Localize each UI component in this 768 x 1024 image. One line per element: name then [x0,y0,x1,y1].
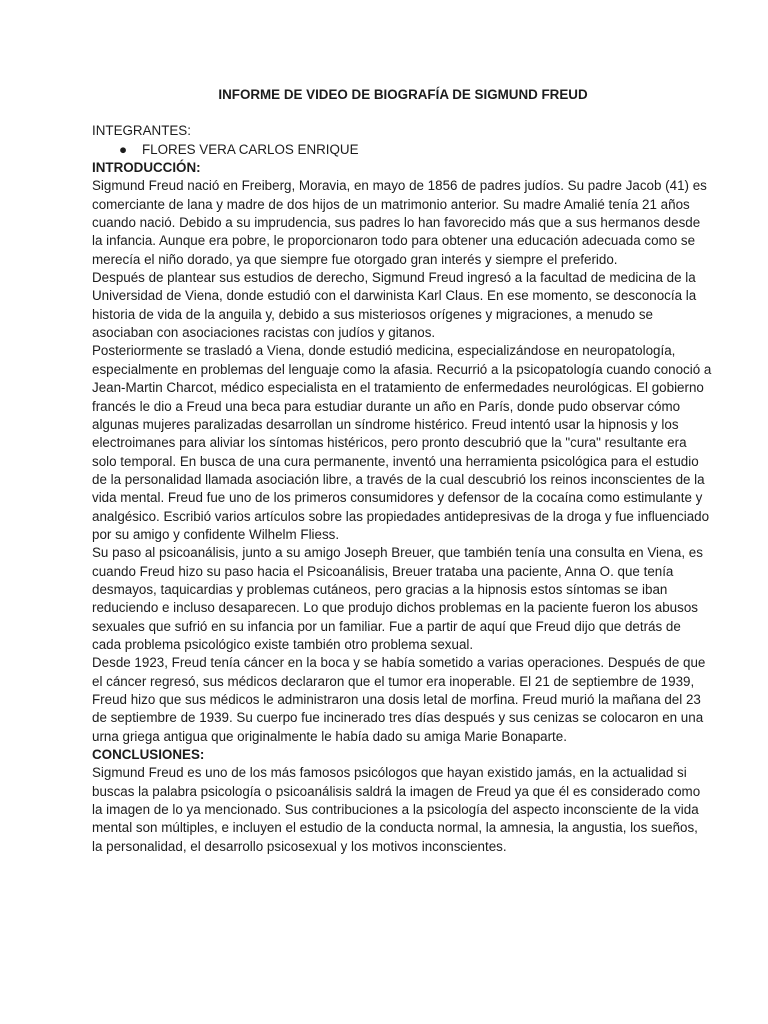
intro-paragraph: Su paso al psicoanálisis, junto a su amigo Joseph Breuer, que también tenía una consulta en Viena, es cuando Freud hizo su paso hacia el Psicoanálisis, Breuer trataba una paciente, Anna O. que tenía desmayos, taquicardias y problemas cutáneos, pero gracias a la hipnosis estos síntomas se iban reduciendo e incluso desaparecen. Lo que produjo dichos problemas en la paciente fueron los abusos sexuales que sufrió en su infancia por un familiar. Fue a partir de aquí que Freud dijo que detrás de cada problema psicológico existe también otro problema sexual. [92,545,703,652]
intro-paragraph: Después de plantear sus estudios de derecho, Sigmund Freud ingresó a la facultad de medicina de la Universidad de Viena, donde estudió con el darwinista Karl Claus. En ese momento, se desconocía la historia de vida de la anguila y, debido a sus misteriosos orígenes y migraciones, a menudo se asociaban con asociaciones racistas con judíos y gitanos. [92,270,697,341]
conclusions-paragraph: Sigmund Freud es uno de los más famosos psicólogos que hayan existido jamás, en la actualidad si buscas la palabra psicología o psicoanálisis saldrá la imagen de Freud ya que él es considerado como la imagen de lo ya mencionado. Sus contribuciones a la psicología del aspecto inconsciente de la vida mental son múltiples, e incluyen el estudio de la conducta normal, la amnesia, la angustia, los sueños, la personalidad, el desarrollo psicosexual y los motivos inconscientes. [92,765,701,854]
conclusions-heading: CONCLUSIONES: [92,747,205,763]
bullet-icon: ● [119,141,128,157]
document-page [92,86,712,856]
intro-paragraph: Posteriormente se trasladó a Viena, donde estudió medicina, especializándose en neuropatología, especialmente en problemas del lenguaje como la afasia. Recurrió a la psicopatología cuando conoció a Jean-Martin Charcot, médico especialista en el tratamiento de enfermedades neurológicas. El gobierno francés le dio a Freud una beca para estudiar durante un año en París, donde pudo observar cómo algunas mujeres paralizadas desarrollan un síndrome histérico. Freud intentó usar la hipnosis y los electroimanes para aliviar los síntomas histéricos, pero pronto descubrió que la "cura" resultante era solo temporal. En busca de una cura permanente, inventó una herramienta psicológica para el estudio de la personalidad llamada asociación libre, a través de la cual descubrió los reinos inconscientes de la vida mental. Freud fue uno de los primeros consumidores y defensor de la cocaína como estimulante y analgésico. Escribió varios artículos sobre las propiedades antidepresivas de la droga y fue influenciado por su amigo y confidente Wilhelm Fliess. [92,343,712,542]
document-title: INFORME DE VIDEO DE BIOGRAFÍA DE SIGMUND FREUD [218,87,588,102]
intro-paragraph: Sigmund Freud nació en Freiberg, Moravia, en mayo de 1856 de padres judíos. Su padre Jacob (41) es comerciante de lana y madre de dos hijos de un matrimonio anterior. Su madre Amalié tenía 21 años cuando nació. Debido a su imprudencia, sus padres lo han favorecido más que a sus hermanos desde la infancia. Aunque era pobre, le proporcionaron todo para obtener una educación adecuada como se merecía el niño dorado, ya que siempre fue otorgado gran interés y siempre el preferido. [92,178,707,267]
intro-heading: INTRODUCCIÓN: [92,160,201,176]
members-list [92,141,712,159]
members-label: INTEGRANTES: [92,123,191,139]
member-name: FLORES VERA CARLOS ENRIQUE [142,141,359,157]
member-item [92,141,712,159]
intro-paragraph: Desde 1923, Freud tenía cáncer en la boca y se había sometido a varias operaciones. Después de que el cáncer regresó, sus médicos declararon que el tumor era inoperable. El 21 de septiembre de 1939, Freud hizo que sus médicos le administraron una dosis letal de morfina. Freud murió la mañana del 23 de septiembre de 1939. Su cuerpo fue incinerado tres días después y sus cenizas se colocaron en una urna griega antigua que originalmente le había dado su amiga Marie Bonaparte. [92,655,706,744]
